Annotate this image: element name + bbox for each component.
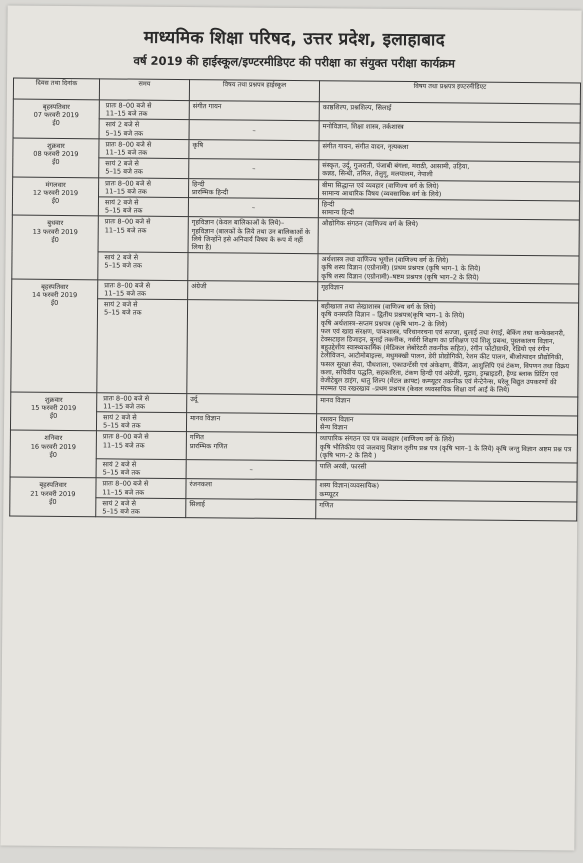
highschool-subject: संगीत गायन	[192, 102, 222, 111]
time-cell	[96, 478, 186, 498]
time-cell	[99, 139, 189, 159]
highschool-subject-cell	[188, 217, 318, 254]
time-line: 11–15 बजे तक	[102, 440, 145, 450]
time-line: 5–15 बजे तक	[104, 206, 143, 215]
intermediate-subject: कृषि वनस्पति विज्ञान – द्वितीय प्रश्नपत्र(कृषि भाग–1 के लिये)	[320, 310, 465, 320]
intermediate-subject-cell	[319, 141, 580, 163]
highschool-subject-cell	[187, 300, 318, 394]
date-cell	[13, 138, 99, 178]
intermediate-subject-cell	[319, 160, 580, 182]
date-line: ई0	[49, 411, 58, 420]
date-line: 16 फरवरी 2019	[30, 442, 76, 451]
time-line: 5–15 बजे तक	[102, 468, 141, 477]
date-line: ई0	[51, 196, 60, 205]
time-line: 11–15 बजे तक	[104, 226, 147, 235]
intermediate-subject: हिन्दी	[321, 200, 335, 209]
highschool-subject-cell	[186, 479, 316, 500]
date-cell	[10, 392, 96, 432]
date-line: शुक्रवार	[47, 141, 65, 150]
highschool-subject-cell	[186, 432, 316, 461]
intermediate-subject: व्यापारिक संगठन एव पत्र व्यवहार (वाणिज्य वर्ग के लिये)	[319, 434, 455, 444]
date-cell	[10, 430, 96, 478]
intermediate-subject: कृषि भौतिकीय एवं जलवायु विज्ञान तृतीय प्रश्न पत्र (कृषि भाग–1 के लिये) कृषि जन्तु विज्ञान अष्टम प्रश्न पत्र (कृषि भाग–2 के लिये )	[319, 442, 572, 460]
intermediate-subject-cell	[319, 179, 580, 201]
highschool-subject: –	[249, 465, 253, 474]
highschool-subject	[191, 301, 314, 302]
date-line: 08 फरवरी 2019	[33, 149, 79, 159]
intermediate-subject: संस्कृत, उर्दू, गुजराती, पंजाबी बंगला, मराठी, आसामी, उड़िया,	[322, 161, 470, 171]
intermediate-subject: कृषि शस्य विज्ञान (एग्रोनामी) (प्रथम प्रश्नपत्र (कृषि भाग–1 के लिये)	[321, 263, 481, 274]
highschool-subject: हिन्दी	[192, 179, 205, 188]
time-line: प्रातः 8–00 बजे से	[105, 140, 152, 149]
header-intermediate: विषय तथा प्रश्नपत्र इण्टरमीडिएट	[319, 81, 580, 104]
intermediate-subject: संगीत गायन, संगीत वादन, नृत्यकला	[322, 142, 409, 151]
intermediate-subject: फल एवं खाद्य संरक्षण, पाकशास्त्र, परिधानरचना एवं सज्जा, धुलाई तथा रंगाई, बेकिंग तथा कन्फेक्शनरी, टेक्सटाइल डिजाइन, बुनाई तकनीक, नर्सरी शिक्षण का प्रशिक्षण एवं शिशु प्रबन्ध, पुस्तकालय विज्ञान, बहुउद्देशीय स्वास्थ्यकार्मिक (मेडिकल लेबोरेटरी तकनीक सहित), रंगीन फोटोग्राफी, रेडियो एवं रंगीन टेलीविजन, आटोमोबाइल्स, मधुमक्खी पालन, डेरी प्रोद्योगिकी, रेशम कीट पालन, बीजोत्पादन प्रौद्योगिकी, फसल सुरक्षा सेवा, पौधशाला, एकाउन्टेंसी एवं अंकेक्षण, बैंकिंग, आशुलिपि एवं टंकण, विपणन तथा विक्रय कला, सचिवीय पद्धति, सहकारिता, टंकण हिन्दी एवं अंग्रेजी, मुद्रण, इम्ब्राइडरी, हैण्ड ब्लाक प्रिंटिंग एवं वेजीटेबुल डाइंग, धातु शिल्प (मेटल क्राफ्ट) कम्प्यूटर तकनीक एवं मेन्टेनेन्स, घरेलू विद्युत उपकरणों की मरम्मत एव रखरखाव –प्रथम प्रश्नपत्र (केवल व्यवसायिक शिक्षा वर्ग आई के लिये)	[320, 327, 570, 395]
highschool-subject	[192, 254, 315, 255]
date-cell	[11, 279, 98, 392]
highschool-subject: गणित	[189, 433, 204, 442]
time-line: सायं 2 बजे से	[104, 300, 138, 309]
intermediate-subject: रसायन विज्ञान	[320, 415, 354, 424]
intermediate-subject: कृषि अर्थशास्त्र–सप्तम प्रश्नपत्र (कृषि भाग–2 के लिये)	[320, 318, 448, 329]
intermediate-subject-cell	[316, 461, 577, 483]
date-line: 12 फरवरी 2019	[32, 188, 79, 197]
date-line: ई0	[50, 299, 59, 308]
time-cell	[99, 119, 189, 139]
highschool-subject: रंजनकला	[189, 480, 213, 489]
time-cell	[97, 392, 187, 412]
intermediate-subject: औद्योगिक संगठन (वाणिज्य वर्ग के लिये)	[321, 219, 419, 229]
time-cell	[98, 197, 188, 217]
time-line: 11–15 बजे तक	[105, 148, 148, 157]
highschool-subject: कृषि	[192, 140, 204, 150]
highschool-subject: गृहविज्ञान (केवल बालिकाओं के लिये)–	[191, 218, 285, 228]
time-line: सायं 2 बजे से	[104, 253, 139, 262]
time-line: 5–15 बजे तक	[105, 167, 143, 177]
intermediate-subject-cell	[317, 394, 578, 416]
time-cell	[96, 459, 186, 479]
time-line: 5–15 बजे तक	[103, 308, 142, 318]
time-cell	[96, 431, 186, 459]
highschool-subject: –	[251, 203, 256, 212]
time-line: प्रातः 8–00 बजे से	[103, 393, 150, 403]
date-line: मंगलवार	[45, 180, 66, 189]
highschool-subject: गृहविज्ञान (बालकों के लिये तथा उन बालिकाओं के लिये जिन्होंने इसे अनिवार्य विषय के रूप में नहीं लिया है)	[191, 226, 311, 252]
time-line: प्रातः 8–00 बजे से	[105, 178, 152, 188]
highschool-subject: प्रारम्भिक गणित	[189, 441, 228, 450]
time-cell	[98, 216, 188, 253]
date-line: 14 फरवरी 2019	[32, 290, 78, 300]
date-line: 15 फरवरी 2019	[31, 403, 77, 412]
date-cell	[12, 177, 98, 217]
time-line: 5–15 बजे तक	[105, 128, 144, 138]
time-line: प्रातः 8–00 बजे से	[105, 101, 152, 110]
intermediate-subject: कन्नड, सिन्धी, तमिल, तेलुगू, मलयालम, नेपाली	[322, 169, 433, 179]
time-cell	[98, 252, 188, 280]
highschool-subject: सिलाई	[189, 499, 205, 508]
intermediate-subject-cell	[319, 102, 580, 124]
time-line: सायं 2 बजे से	[103, 413, 137, 422]
highschool-subject-cell	[186, 460, 316, 481]
intermediate-subject-cell	[319, 121, 580, 143]
time-line: सायं 2 बजे से	[102, 460, 137, 469]
intermediate-subject: गणित	[319, 500, 334, 510]
time-line: प्रातः 8–00 बजे से	[104, 281, 151, 290]
highschool-subject-cell	[189, 120, 319, 141]
time-line: 11–15 बजे तक	[104, 289, 146, 298]
intermediate-subject: कम्प्यूटर	[319, 489, 339, 498]
time-cell	[97, 299, 188, 393]
intermediate-subject: मनोविज्ञान, शिक्षा शास्त्र, तर्कशास्त्र	[322, 122, 404, 132]
time-cell	[99, 177, 189, 197]
intermediate-subject-cell	[318, 218, 579, 256]
highschool-subject: –	[252, 126, 256, 135]
highschool-subject: –	[252, 164, 256, 173]
intermediate-subject: सैन्य विज्ञान	[319, 423, 348, 432]
time-line: 5–15 बजे तक	[102, 421, 141, 430]
date-line: बुधवार	[47, 219, 64, 228]
date-line: ई0	[49, 497, 57, 506]
highschool-subject: उर्दू	[190, 394, 198, 403]
highschool-subject-cell	[189, 139, 319, 160]
highschool-subject-cell	[188, 280, 318, 301]
date-line: 13 फरवरी 2019	[32, 227, 78, 236]
highschool-subject-cell	[186, 498, 316, 519]
time-line: 5–15 बजे तक	[102, 507, 140, 516]
intermediate-subject: पालि अरबी, फारसी	[319, 462, 367, 471]
time-line: 11–15 बजे तक	[105, 187, 147, 196]
intermediate-subject: काष्ठशिल्प, प्रश्नशिल्प, सिलाई	[322, 103, 392, 112]
time-line: 11–15 बजे तक	[102, 487, 145, 497]
intermediate-subject-cell	[316, 480, 577, 502]
intermediate-subject: मानव विज्ञान	[320, 395, 351, 405]
intermediate-subject: गृहविज्ञान	[321, 283, 344, 292]
date-line: शनिवार	[44, 434, 63, 443]
intermediate-subject-cell	[318, 199, 579, 221]
time-line: प्रातः 8–00 बजे से	[102, 479, 149, 489]
time-cell	[96, 412, 186, 432]
intermediate-subject-cell	[316, 414, 577, 436]
date-line: शुक्रवार	[44, 395, 63, 404]
intermediate-subject: बीमा सिद्धान्त एवं व्यवहार (वाणिज्य वर्ग के लिये)	[322, 180, 439, 190]
highschool-subject: प्रारम्भिक हिन्दी	[192, 187, 229, 197]
intermediate-subject: कृषि शस्य विज्ञान (एग्रोनामी)–षष्टम प्रश्नपत्र (कृषि भाग–2 के लिये)	[321, 271, 479, 282]
date-line: ई0	[49, 450, 58, 459]
time-cell	[98, 280, 188, 300]
highschool-subject-cell	[189, 101, 319, 122]
intermediate-subject: बहीखाता तथा लेखाशास्त्र (वाणिज्य वर्ग के लिये)	[321, 302, 436, 312]
header-time: समय	[99, 79, 189, 101]
intermediate-subject-cell	[316, 433, 577, 463]
time-cell	[96, 498, 186, 518]
intermediate-subject-cell	[316, 499, 577, 521]
highschool-subject-cell	[187, 393, 317, 414]
time-cell	[99, 100, 189, 120]
time-line: सायं 2 बजे से	[102, 499, 136, 508]
date-line: बृहस्पतिवार	[39, 481, 67, 490]
page-title: माध्यमिक शिक्षा परिषद, उत्तर प्रदेश, इलाहाबाद	[143, 27, 446, 51]
time-line: 5–15 बजे तक	[104, 261, 143, 271]
date-line: ई0	[51, 235, 59, 244]
highschool-subject-cell	[188, 253, 318, 282]
date-line: बृहस्पतिवार	[41, 282, 69, 291]
intermediate-subject: शस्य विज्ञान(व्यवसायिक)	[319, 481, 380, 491]
header-highschool: विषय तथा प्रश्नपत्र हाईस्कूल	[189, 80, 319, 102]
intermediate-subject: सामान्य आधारिक विषय (व्यवसायिक वर्ग के लिये)	[322, 189, 442, 199]
time-line: सायं 2 बजे से	[105, 120, 140, 130]
intermediate-subject-cell	[318, 254, 579, 284]
header-date: दिवस तथा दिनांक	[13, 78, 99, 100]
page-subtitle: वर्ष 2019 की हाईस्कूल/इण्टरमीडिएट की परीक्षा का संयुक्त परीक्षा कार्यक्रम	[133, 53, 455, 71]
exam-schedule-sheet	[0, 6, 581, 851]
highschool-subject: मानव विज्ञान	[190, 414, 221, 423]
highschool-subject: अंग्रेजी	[191, 281, 207, 291]
time-line: सायं 2 बजे से	[104, 198, 139, 207]
schedule-table	[9, 78, 581, 522]
table-row	[12, 215, 579, 256]
intermediate-subject: सामान्य हिन्दी	[321, 208, 355, 217]
time-line: प्रातः 8–00 बजे से	[102, 432, 149, 442]
date-line: 07 फरवरी 2019	[33, 110, 79, 120]
date-cell	[10, 477, 96, 517]
intermediate-subject: अर्थशास्त्र तथा वाणिज्य भूगोल (वाणिज्य वर्ग के लिये)	[321, 255, 449, 265]
date-line: बृहस्पतिवार	[42, 102, 70, 112]
intermediate-subject-cell	[318, 282, 579, 304]
date-line: ई0	[52, 158, 60, 167]
highschool-subject-cell	[188, 198, 318, 219]
time-line: सायं 2 बजे से	[105, 159, 139, 168]
intermediate-subject-cell	[317, 301, 579, 397]
highschool-subject-cell	[189, 178, 319, 199]
date-line: 21 फरवरी 2019	[30, 489, 76, 498]
date-cell	[13, 99, 99, 139]
time-line: प्रातः 8–00 बजे से	[104, 217, 151, 227]
highschool-subject-cell	[186, 412, 316, 433]
date-cell	[12, 215, 99, 279]
time-cell	[99, 158, 189, 178]
time-line: 11–15 बजे तक	[105, 109, 148, 118]
time-line: 11–15 बजे तक	[103, 402, 145, 411]
highschool-subject-cell	[189, 159, 319, 180]
date-line: ई0	[52, 119, 60, 128]
